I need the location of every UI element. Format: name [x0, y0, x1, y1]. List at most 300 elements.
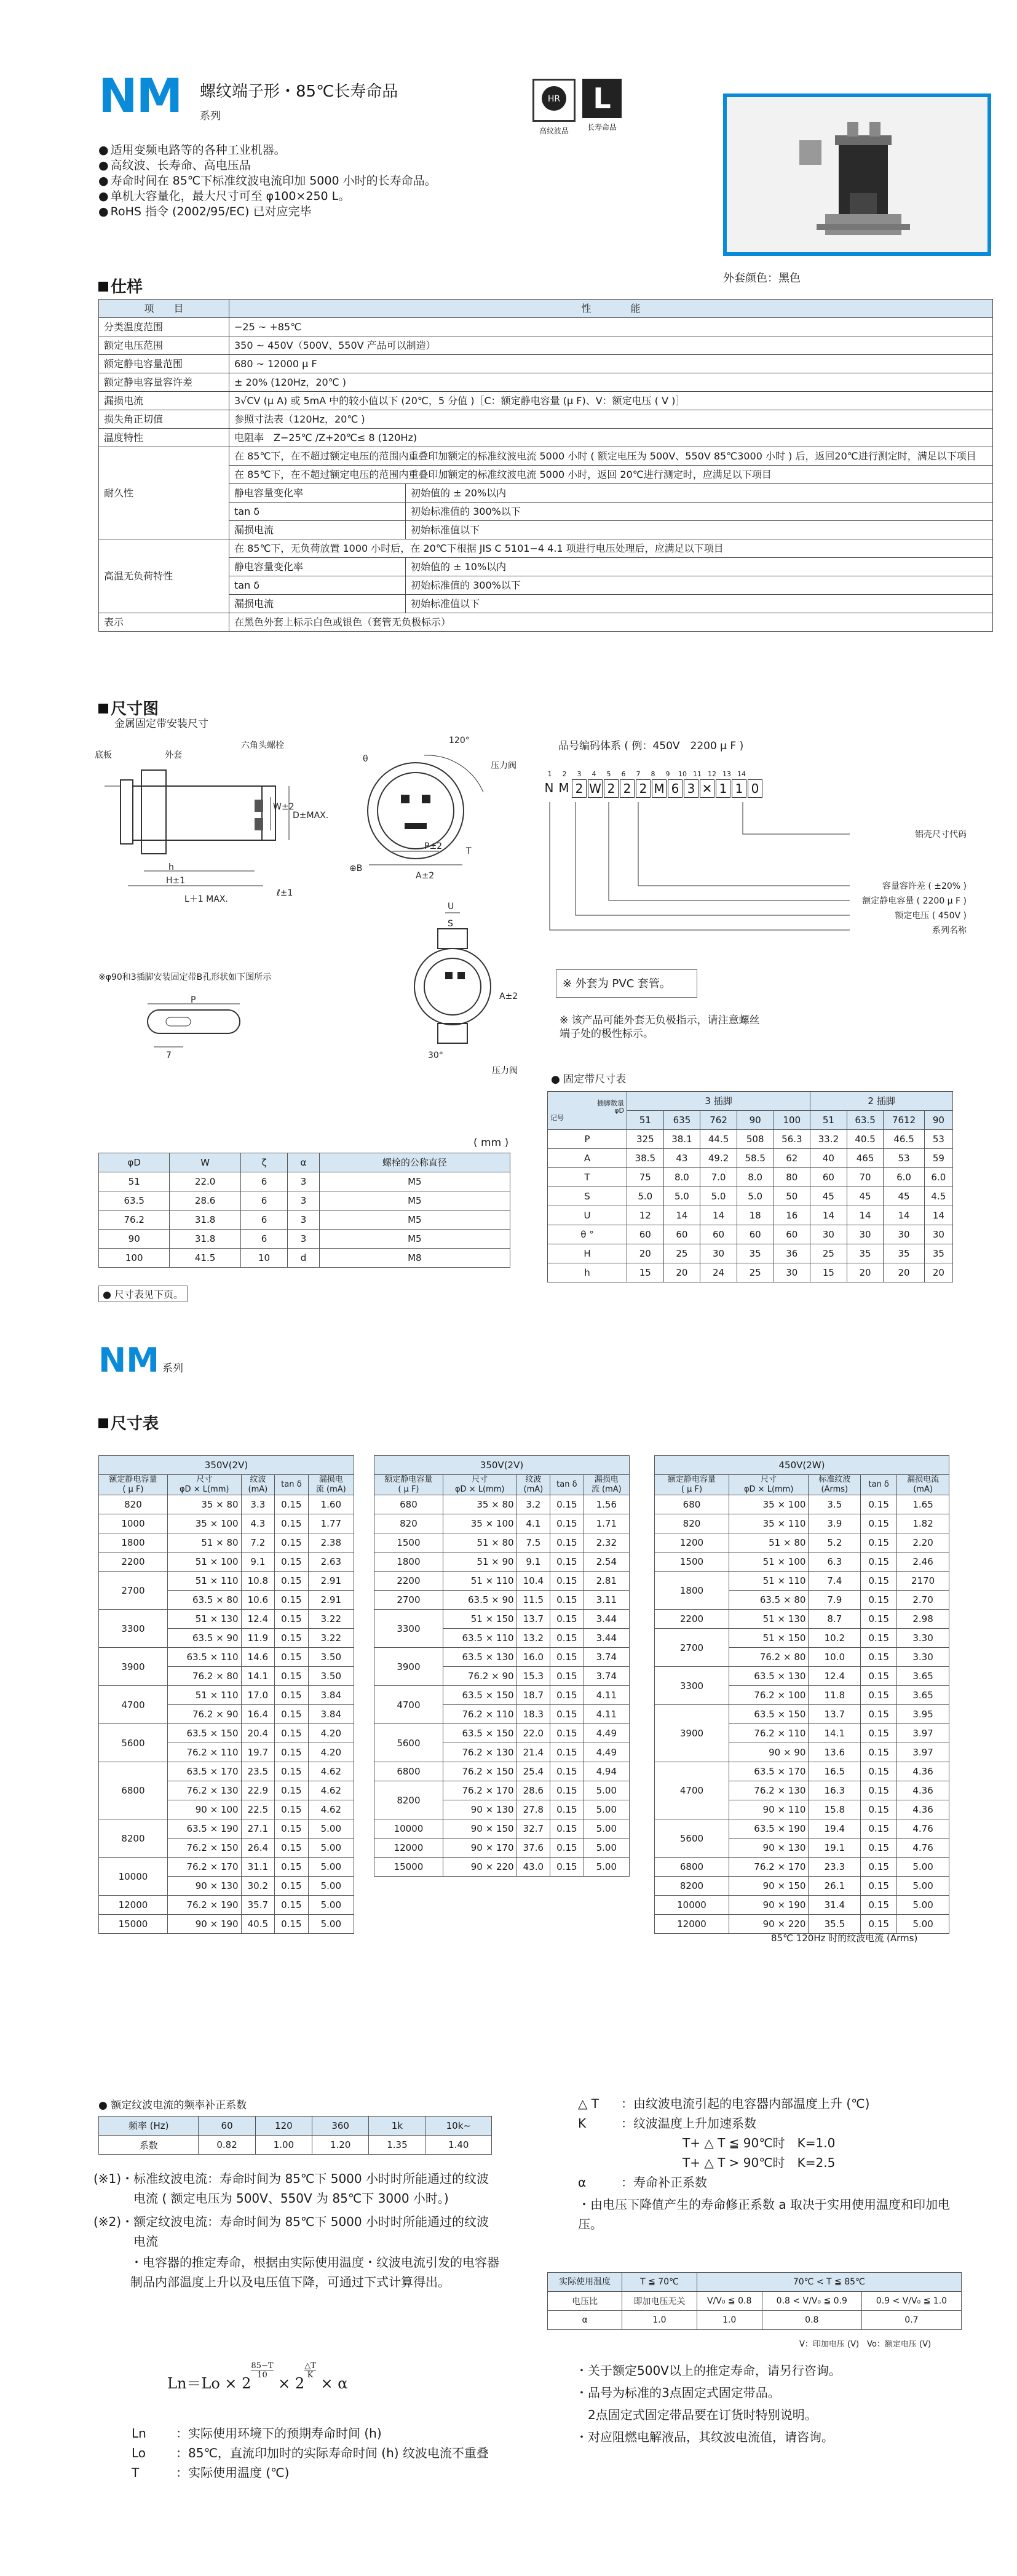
pn-char: N [544, 781, 554, 795]
capacitance-cell: 1200 [655, 1533, 729, 1552]
pn-legend-0: 铝壳尺寸代码 [915, 830, 967, 840]
table-cell: 0.15 [861, 1610, 897, 1629]
alpha-cell: 1.0 [622, 2311, 697, 2330]
table-cell: 17.0 [241, 1686, 275, 1705]
table-row [99, 1819, 354, 1839]
table-cell: 7.2 [241, 1533, 275, 1552]
table-cell: 60 [810, 1168, 847, 1187]
table-cell: 3.74 [584, 1648, 629, 1667]
table-cell: 76.2 × 130 [443, 1743, 516, 1762]
table-cell: 12.4 [809, 1667, 861, 1686]
table-row [655, 1877, 949, 1896]
capacitance-cell: 6800 [655, 1858, 729, 1877]
table-cell: 90 × 150 [443, 1819, 516, 1839]
partnumber-grid [542, 770, 764, 798]
table-row [99, 1915, 354, 1934]
table-cell: 49.2 [700, 1149, 737, 1168]
table-cell: 0.15 [550, 1800, 584, 1819]
alpha-cell: V/V₀ ≦ 0.8 [697, 2292, 762, 2311]
table-cell: 10.4 [516, 1572, 550, 1591]
capacitance-cell: 15000 [374, 1858, 443, 1877]
badge-high-ripple [532, 79, 576, 136]
table-cell: 3.50 [308, 1667, 354, 1686]
label-bolt: 六角头螺栓 [241, 741, 284, 750]
freq-cell: 0.82 [199, 2136, 255, 2155]
alpha-cell: 0.8 [762, 2311, 861, 2330]
badge-long-life [580, 79, 623, 132]
spec-row: 额定静电容量容许差 ± 20% (120Hz，20℃ ) [99, 373, 993, 392]
table-cell: 62 [774, 1149, 810, 1168]
capacitance-cell: 2700 [99, 1572, 168, 1610]
table-cell: 0.15 [275, 1858, 309, 1877]
table-cell: 3.5 [809, 1495, 861, 1514]
freq-header: 频率 (Hz) [99, 2117, 199, 2136]
table-row [655, 1533, 949, 1552]
table-cell: 27.1 [241, 1819, 275, 1839]
series-code: NM [98, 68, 182, 123]
table-row [99, 1249, 510, 1268]
table-cell: 15 [810, 1263, 847, 1282]
table-cell: 6.0 [924, 1168, 952, 1187]
spec-row-endurance: 耐久性 在 85℃下，在不超过额定电压的范围内重叠印加额定的标准纹波电流 5000 小时 ( 额定电压为 500V、550V 85℃3000 小时 ) 后，返回20℃进行测定时，满足以下项目 [99, 447, 993, 466]
bracket-col-header: 762 [700, 1111, 737, 1130]
photo-caption: 外套颜色：黑色 [723, 272, 801, 285]
table-cell: 63.5 × 90 [167, 1629, 241, 1648]
series-suffix: 系列 [200, 110, 221, 122]
table-cell: 51 × 80 [729, 1533, 808, 1552]
table-cell: 70 [847, 1168, 884, 1187]
table-row [374, 1858, 630, 1877]
column-header: tan δ [861, 1475, 897, 1495]
freq-title: ● 额定纹波电流的频率补正系数 [98, 2099, 247, 2112]
bracket-diagram [394, 894, 516, 1079]
freq-cell: 1.00 [255, 2136, 312, 2155]
table-cell: 28.6 [170, 1191, 240, 1210]
table-cell: 90 × 100 [167, 1800, 241, 1819]
table-cell: 2.32 [584, 1533, 629, 1552]
capacitance-cell: 680 [374, 1495, 443, 1514]
table-row [99, 1724, 354, 1743]
table-cell: 63.5 × 150 [729, 1705, 808, 1724]
capacitance-cell: 8200 [374, 1781, 443, 1819]
table-cell: 0.15 [275, 1610, 309, 1629]
table-cell: 90 [99, 1230, 170, 1249]
table-cell: 22.9 [241, 1781, 275, 1800]
table-cell: 2.91 [308, 1591, 354, 1610]
table-cell: 25.4 [516, 1762, 550, 1781]
square-bullet-icon [98, 282, 108, 292]
hole-shape-diagram [129, 996, 264, 1064]
table-cell: 76.2 × 170 [729, 1858, 808, 1877]
long-life-icon: L [582, 79, 622, 118]
pn-char: 2 [604, 779, 619, 798]
label-hole-7: 7 [166, 1051, 172, 1060]
table-cell: 9.1 [516, 1552, 550, 1572]
table-cell: 0.15 [275, 1686, 309, 1705]
table-cell: 58.5 [737, 1149, 774, 1168]
table-cell: 90 × 190 [729, 1896, 808, 1915]
table-cell: 27.8 [516, 1800, 550, 1819]
table-cell: 0.15 [550, 1705, 584, 1724]
table-cell: 18.7 [516, 1686, 550, 1705]
pn-position: 12 [708, 770, 716, 778]
table-cell: 90 × 190 [167, 1915, 241, 1934]
table-cell: 0.15 [861, 1591, 897, 1610]
table-cell: 35 × 110 [729, 1514, 808, 1533]
table-cell: 0.15 [550, 1819, 584, 1839]
alpha-cell: 0.9 < V/V₀ ≦ 1.0 [861, 2292, 961, 2311]
badge-label: 长寿命品 [587, 123, 617, 132]
table-cell: H [548, 1244, 627, 1263]
table-cell: 5.00 [584, 1781, 629, 1800]
table-cell: 14 [884, 1206, 924, 1225]
table-cell: 20 [924, 1263, 952, 1282]
table-row [548, 1168, 953, 1187]
table-cell: 12.4 [241, 1610, 275, 1629]
table-cell: 16 [774, 1206, 810, 1225]
table-cell: 0.15 [861, 1533, 897, 1552]
table-cell: 6 [240, 1230, 287, 1249]
unit-mm: ( mm ) [473, 1137, 509, 1149]
table-cell: 63.5 × 150 [167, 1724, 241, 1743]
table-cell: 51 × 80 [167, 1533, 241, 1552]
pn-char: 3 [684, 779, 698, 798]
table-cell: 43.0 [516, 1858, 550, 1877]
table-cell: 18.3 [516, 1705, 550, 1724]
capacitance-cell: 2200 [374, 1572, 443, 1591]
dim-table-350-b: 350V(2V) 额定静电容量 ( μ F) 尺寸 φD × L(mm) 纹波 (mA) tan δ 漏损电 流 (mA) 680 35 × 80 3.2 0.15 1.56 820 35 × 100 4.1 0.15 1.71 1500 51 × 80 7.5 0.15 2.32 1800 51 × 90 9.1 0.15 2.54 2200 51 × 110 10.4 0.15 2.81 2700 63.5 × 90 11.5 0.15 3.11 3300 51 × 150 13.7 0.15 3.44 63.5 × 110 13.2 0.15 3.44 3900 63.5 × 130 16.0 0.15 3.74 76.2 × 90 15.3 0.15 3.74 4700 63.5 × 150 18.7 0.15 4.11 76.2 × 110 18.3 0.15 4.11 5600 63.5 × 150 22.0 0.15 4.49 76.2 × 130 21.4 0.15 4.49 6800 76.2 × 150 25.4 0.15 4.94 8200 76.2 × 170 28.6 0.15 5.00 90 × 130 27.8 0.15 5.00 10000 90 × 150 32.7 0.15 5.00 12000 90 × 170 37.6 0.15 5.00 15000 90 × 220 43.0 0.15 5.00 [374, 1455, 630, 1877]
table-cell: 3.95 [897, 1705, 949, 1724]
table-cell: 0.15 [861, 1495, 897, 1514]
dim-table-350-a: 350V(2V) 额定静电容量 ( μ F) 尺寸 φD × L(mm) 纹波 (mA) tan δ 漏损电 流 (mA) 820 35 × 80 3.3 0.15 1.60 1000 35 × 100 4.3 0.15 1.77 1800 51 × 80 7.2 0.15 2.38 2200 51 × 100 9.1 0.15 2.63 2700 51 × 110 10.8 0.15 2.91 63.5 × 80 10.6 0.15 2.91 3300 51 × 130 12.4 0.15 3.22 63.5 × 90 11.9 0.15 3.22 3900 63.5 × 110 14.6 0.15 3.50 76.2 × 80 14.1 0.15 3.50 4700 51 × 110 17.0 0.15 3.84 76.2 × 90 16.4 0.15 3.84 5600 63.5 × 150 20.4 0.15 4.20 76.2 × 110 19.7 0.15 4.20 6800 63.5 × 170 23.5 0.15 4.62 76.2 × 130 22.9 0.15 4.62 90 × 100 22.5 0.15 4.62 8200 63.5 × 190 27.1 0.15 5.00 76.2 × 150 26.4 0.15 5.00 10000 76.2 × 170 31.1 0.15 5.00 90 × 130 30.2 0.15 5.00 12000 76.2 × 190 35.7 0.15 5.00 15000 90 × 190 40.5 0.15 5.00 [98, 1455, 354, 1934]
table-cell: 3.50 [308, 1648, 354, 1667]
table-cell: 4.5 [924, 1187, 952, 1206]
feature-item: ● 高纹波、长寿命、高电压品 [98, 158, 437, 173]
table-row [99, 1514, 354, 1533]
drawing-subtitle: 金属固定带安装尺寸 [114, 718, 208, 730]
table-cell: 63.5 × 90 [443, 1591, 516, 1610]
top-view-diagram [332, 718, 504, 909]
table-row [655, 1552, 949, 1572]
table-cell: 5.00 [584, 1839, 629, 1858]
table-cell: 90 × 130 [443, 1800, 516, 1819]
table-cell: 8.7 [809, 1610, 861, 1629]
pn-position: 3 [577, 770, 582, 778]
freq-cell: 1.35 [369, 2136, 425, 2155]
table-row [99, 1610, 354, 1629]
table-row [655, 1705, 949, 1724]
table-cell: 0.15 [550, 1839, 584, 1858]
capacitance-cell: 4700 [99, 1686, 168, 1724]
table-cell: 90 × 220 [729, 1915, 808, 1934]
bracket-col-header: 100 [774, 1111, 810, 1130]
table-cell: 31.8 [170, 1230, 240, 1249]
table-cell: 76.2 × 150 [167, 1839, 241, 1858]
pn-position: 1 [547, 770, 552, 778]
note-1: (※1)・ 标准纹波电流：寿命时间为 85℃下 5000 小时时所能通过的纹波电流 ( 额定电压为 500V、550V 为 85℃下 3000 小时。) [93, 2171, 489, 2206]
table-cell: 5.00 [897, 1858, 949, 1877]
table-cell: 76.2 × 170 [167, 1858, 241, 1877]
capacitance-cell: 680 [655, 1495, 729, 1514]
table-cell: 76.2 × 110 [443, 1705, 516, 1724]
table-cell: 4.20 [308, 1724, 354, 1743]
table-cell: 4.94 [584, 1762, 629, 1781]
table-cell: 60 [774, 1225, 810, 1244]
table-row [655, 1629, 949, 1648]
label-30: 30° [428, 1051, 443, 1060]
badge-label: 高纹波品 [539, 127, 569, 135]
table-cell: 16.3 [809, 1781, 861, 1800]
table-cell: 2170 [897, 1572, 949, 1591]
drawing-title: 尺寸图 [98, 696, 159, 719]
table-cell: 3.97 [897, 1743, 949, 1762]
table-row [374, 1781, 630, 1800]
table-cell: 30 [810, 1225, 847, 1244]
table-cell: 14 [847, 1206, 884, 1225]
table-cell: 0.15 [861, 1743, 897, 1762]
table-cell: 63.5 × 170 [167, 1762, 241, 1781]
table-cell: 3.11 [584, 1591, 629, 1610]
table-cell: 0.15 [550, 1572, 584, 1591]
table-cell: 0.15 [275, 1495, 309, 1514]
table-cell: 76.2 × 100 [729, 1686, 808, 1705]
capacitance-cell: 5600 [99, 1724, 168, 1762]
table-cell: 63.5 × 80 [729, 1591, 808, 1610]
table-row [374, 1572, 630, 1591]
table-cell: 51 [99, 1172, 170, 1191]
square-bullet-icon [98, 1418, 108, 1428]
capacitance-cell: 1000 [99, 1514, 168, 1533]
page2-header [98, 1341, 183, 1380]
table-cell: θ ° [548, 1225, 627, 1244]
table-row [99, 1686, 354, 1705]
table-cell: 51 × 110 [167, 1572, 241, 1591]
table-cell: 4.3 [241, 1514, 275, 1533]
table-cell: 0.15 [550, 1858, 584, 1877]
table-cell: 3.65 [897, 1667, 949, 1686]
alpha-cell: 0.7 [861, 2311, 961, 2330]
table-cell: 0.15 [861, 1686, 897, 1705]
table-row [655, 1858, 949, 1877]
table-cell: 0.15 [550, 1495, 584, 1514]
table-cell: 1.71 [584, 1514, 629, 1533]
table-cell: h [548, 1263, 627, 1282]
table-cell: d [288, 1249, 319, 1268]
table-cell: 4.11 [584, 1705, 629, 1724]
table-cell: 25 [663, 1244, 700, 1263]
table-cell: 11.9 [241, 1629, 275, 1648]
table-cell: 0.15 [861, 1839, 897, 1858]
table-cell: 16.5 [809, 1762, 861, 1781]
table-row [655, 1819, 949, 1839]
capacitance-cell: 4700 [374, 1686, 443, 1724]
freq-header: 360 [312, 2117, 369, 2136]
table-row [374, 1648, 630, 1667]
table-cell: 465 [847, 1149, 884, 1168]
table-cell: 4.62 [308, 1781, 354, 1800]
table-cell: 25 [810, 1244, 847, 1263]
table-cell: 2.46 [897, 1552, 949, 1572]
table-cell: 0.15 [550, 1591, 584, 1610]
page2-dim-title: 尺寸表 [98, 1411, 159, 1434]
table-cell: 3 [288, 1230, 319, 1249]
table-row [374, 1552, 630, 1572]
table-cell: 53 [884, 1149, 924, 1168]
spec-row: 额定静电容量范围 680 ~ 12000 μ F [99, 355, 993, 373]
table-cell: 21.4 [516, 1743, 550, 1762]
alpha-cell: 0.8 < V/V₀ ≦ 0.9 [762, 2292, 861, 2311]
table-cell: 56.3 [774, 1130, 810, 1149]
freq-cell: 系数 [99, 2136, 199, 2155]
column-header: 标准纹波 (Arms) [809, 1475, 861, 1495]
table-cell: 35 [924, 1244, 952, 1263]
table-cell: 63.5 × 190 [167, 1819, 241, 1839]
table-cell: 0.15 [861, 1915, 897, 1934]
table-cell: 5.0 [663, 1187, 700, 1206]
table-cell: 76.2 × 90 [167, 1705, 241, 1724]
capacitance-cell: 2200 [99, 1552, 168, 1572]
table-cell: 14 [810, 1206, 847, 1225]
table-cell: 90 × 150 [729, 1877, 808, 1896]
alpha-table: 实际使用温度 T ≦ 70℃ 70℃ < T ≦ 85℃ 电压比 即加电压无关 V/V₀ ≦ 0.8 0.8 < V/V₀ ≦ 0.9 0.9 < V/V₀ ≦ 1.0 α 1.0 1.0 0.8 0.7 [547, 2272, 962, 2330]
table-cell: 35 × 100 [729, 1495, 808, 1514]
column-header: 纹波 (mA) [516, 1475, 550, 1495]
table-cell: 1.82 [897, 1514, 949, 1533]
table-row [374, 1819, 630, 1839]
column-header: 尺寸 φD × L(mm) [443, 1475, 516, 1495]
table-cell: 51 × 130 [729, 1610, 808, 1629]
table-cell: 0.15 [861, 1667, 897, 1686]
table-cell: 26.4 [241, 1839, 275, 1858]
table-cell: 4.49 [584, 1743, 629, 1762]
table-cell: 4.62 [308, 1800, 354, 1819]
capacitance-cell: 2200 [655, 1610, 729, 1629]
feature-item: ● 单机大容量化，最大尺寸可至 φ100×250 L。 [98, 189, 437, 204]
pn-char: 0 [748, 779, 762, 798]
capacitance-cell: 8200 [99, 1819, 168, 1858]
table-cell: 0.15 [550, 1667, 584, 1686]
table-cell: 33.2 [810, 1130, 847, 1149]
alpha-footnote: V：印加电压 (V) Vo：额定电压 (V) [799, 2340, 932, 2349]
freq-cell: 1.40 [425, 2136, 491, 2155]
table-cell: 10.6 [241, 1591, 275, 1610]
capacitance-cell: 2700 [655, 1629, 729, 1667]
table-cell: 35 [884, 1244, 924, 1263]
table-cell: 0.15 [861, 1762, 897, 1781]
capacitance-cell: 12000 [99, 1896, 168, 1915]
table-row [548, 1225, 953, 1244]
table-cell: 16.4 [241, 1705, 275, 1724]
table-cell: 0.15 [861, 1629, 897, 1648]
capacitance-cell: 1800 [655, 1572, 729, 1610]
table-cell: 22.0 [516, 1724, 550, 1743]
label-band: 压力阀 [491, 761, 516, 771]
table-cell: 0.15 [550, 1762, 584, 1781]
table-cell: 3.3 [241, 1495, 275, 1514]
column-header: 额定静电容量 ( μ F) [99, 1475, 168, 1495]
bracket-col-header: 90 [924, 1111, 952, 1130]
table-cell: T [548, 1168, 627, 1187]
capacitance-cell: 3300 [374, 1610, 443, 1648]
table-cell: 0.15 [275, 1724, 309, 1743]
table-cell: 0.15 [861, 1858, 897, 1877]
table-cell: 41.5 [170, 1249, 240, 1268]
table-cell: 51 × 110 [443, 1572, 516, 1591]
capacitance-cell: 10000 [374, 1819, 443, 1839]
dim-table-450: 450V(2W) 额定静电容量 ( μ F) 尺寸 φD × L(mm) 标准纹波 (Arms) tan δ 漏损电流 (mA) 680 35 × 100 3.5 0.15 1.65 820 35 × 110 3.9 0.15 1.82 1200 51 × 80 5.2 0.15 2.20 1500 51 × 100 6.3 0.15 2.46 1800 51 × 110 7.4 0.15 2170 63.5 × 80 7.9 0.15 2.70 2200 51 × 130 8.7 0.15 2.98 2700 51 × 150 10.2 0.15 3.30 76.2 × 80 10.0 0.15 3.30 3300 63.5 × 130 12.4 0.15 3.65 76.2 × 100 11.8 0.15 3.65 3900 63.5 × 150 13.7 0.15 3.95 76.2 × 110 14.1 0.15 3.97 90 × 90 13.6 0.15 3.97 4700 63.5 × 170 16.5 0.15 4.36 76.2 × 130 16.3 0.15 4.36 90 × 110 15.8 0.15 4.36 5600 63.5 × 190 19.4 0.15 4.76 90 × 130 19.1 0.15 4.76 6800 76.2 × 170 23.3 0.15 5.00 8200 90 × 150 26.1 0.15 5.00 10000 90 × 190 31.4 0.15 5.00 12000 90 × 220 35.5 0.15 5.00 [654, 1455, 949, 1934]
spec-row: 损失角正切值 参照寸法表（120Hz，20℃ ) [99, 410, 993, 429]
column-header: 漏损电流 (mA) [897, 1475, 949, 1495]
table-cell: M5 [319, 1230, 510, 1249]
table-cell: 5.00 [584, 1858, 629, 1877]
table-cell: 63.5 × 130 [443, 1648, 516, 1667]
table-row [99, 1230, 510, 1249]
table-cell: 11.8 [809, 1686, 861, 1705]
table-cell: 14.1 [241, 1667, 275, 1686]
table-cell: 3.97 [897, 1724, 949, 1743]
table-cell: 3.2 [516, 1495, 550, 1514]
ripple-wave-icon [532, 79, 576, 122]
feature-item: ● 寿命时间在 85℃下标准纹波电流印加 5000 小时的长寿命品。 [98, 173, 437, 189]
table-cell: 0.15 [550, 1552, 584, 1572]
table-cell: 10.8 [241, 1572, 275, 1591]
table-cell: 50 [774, 1187, 810, 1206]
pn-position: 7 [636, 770, 641, 778]
label-T: T [466, 846, 472, 856]
freq-header: 10k~ [425, 2117, 491, 2136]
table-row [655, 1495, 949, 1514]
table-cell: 0.15 [275, 1800, 309, 1819]
table-cell: 76.2 × 130 [167, 1781, 241, 1800]
table-cell: 0.15 [550, 1533, 584, 1552]
spec-row: 分类温度范围 −25 ~ +85℃ [99, 318, 993, 336]
table-cell: 0.15 [861, 1724, 897, 1743]
table-cell: 37.6 [516, 1839, 550, 1858]
table-cell: 35.7 [241, 1896, 275, 1915]
table-cell: 38.1 [663, 1130, 700, 1149]
product-photo [723, 93, 991, 256]
table-row [374, 1724, 630, 1743]
table-cell: 20 [663, 1263, 700, 1282]
table-cell: 0.15 [275, 1572, 309, 1591]
capacitance-cell: 6800 [99, 1762, 168, 1819]
table-row [99, 1896, 354, 1915]
table-cell: 4.11 [584, 1686, 629, 1705]
label-D: D±MAX. [293, 811, 329, 821]
ripple-footnote: 85℃ 120Hz 时的纹波电流 (Arms) [771, 1933, 918, 1944]
table-cell: 14 [924, 1206, 952, 1225]
table-cell: 4.49 [584, 1724, 629, 1743]
table-cell: 14.6 [241, 1648, 275, 1667]
table-row [374, 1686, 630, 1705]
capacitance-cell: 820 [655, 1514, 729, 1533]
table-row [374, 1839, 630, 1858]
table-cell: 76.2 × 170 [443, 1781, 516, 1800]
table-cell: 10.0 [809, 1648, 861, 1667]
column-header: 漏损电 流 (mA) [308, 1475, 354, 1495]
table-cell: 3.9 [809, 1514, 861, 1533]
table-cell: 0.15 [275, 1705, 309, 1724]
table-cell: 5.00 [897, 1915, 949, 1934]
spec-header-perf: 性 能 [229, 300, 993, 318]
page2-series-code: NM [98, 1341, 159, 1380]
table-cell: 90 × 110 [729, 1800, 808, 1819]
table-cell: 23.5 [241, 1762, 275, 1781]
table-cell: 5.2 [809, 1533, 861, 1552]
table-row [655, 1572, 949, 1591]
table-cell: 51 × 110 [167, 1686, 241, 1705]
table-cell: 3.84 [308, 1705, 354, 1724]
